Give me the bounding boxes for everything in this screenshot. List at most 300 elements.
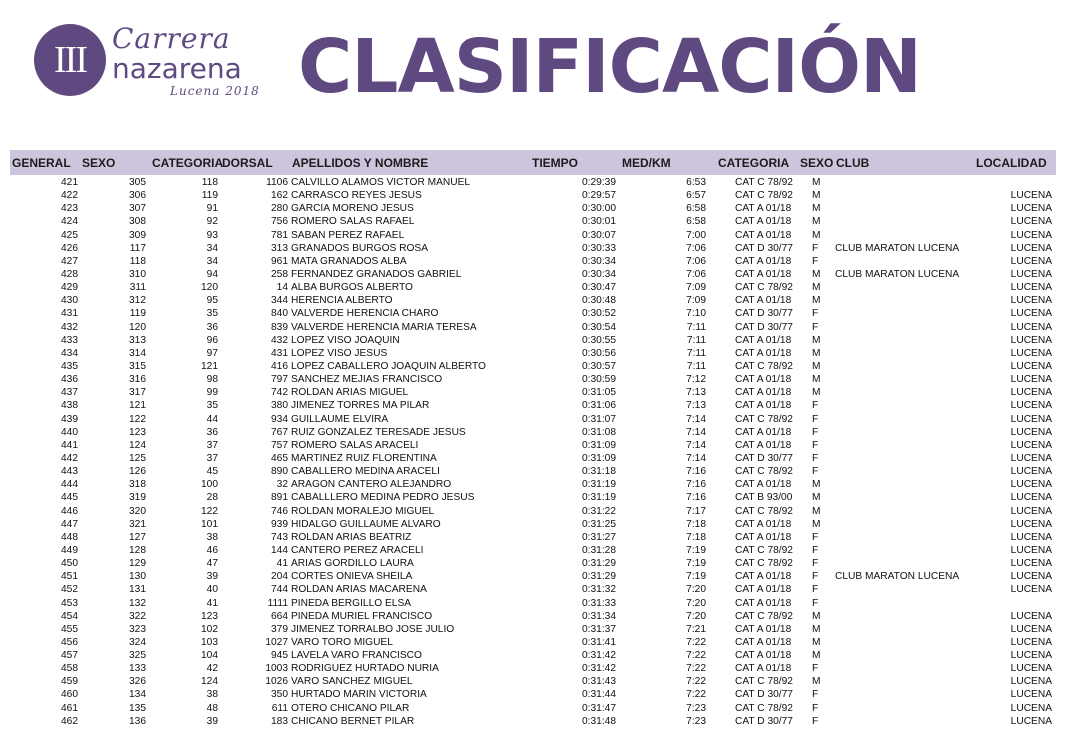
cell-time: 0:31:34	[582, 610, 616, 622]
cell-dorsal: 742	[271, 387, 288, 399]
cell-time: 0:31:29	[582, 558, 616, 570]
cell-loc: LUCENA	[1010, 282, 1052, 294]
cell-sex: M	[812, 636, 821, 648]
cell-loc: LUCENA	[1010, 413, 1052, 425]
cell-pace: 7:09	[686, 295, 706, 307]
cell-time: 0:31:33	[582, 597, 616, 609]
table-row	[10, 531, 1056, 544]
cell-name: VARO TORO MIGUEL	[291, 636, 393, 648]
cell-general: 433	[61, 334, 78, 346]
cell-general: 443	[61, 466, 78, 478]
cell-pace: 7:22	[686, 663, 706, 675]
cell-loc: LUCENA	[1010, 203, 1052, 215]
table-row	[10, 715, 1056, 728]
cell-loc: LUCENA	[1010, 268, 1052, 280]
cell-sex: F	[812, 715, 819, 727]
cell-cat: 92	[206, 216, 218, 228]
cell-time: 0:30:07	[582, 229, 616, 241]
cell-name: CABALLERO MEDINA ARACELI	[291, 466, 440, 478]
cell-sex: M	[812, 282, 821, 294]
cell-time: 0:30:00	[582, 203, 616, 215]
cell-dorsal: 144	[271, 544, 288, 556]
cell-category: CAT C 78/92	[735, 676, 793, 688]
header-categoria: CATEGORIA	[152, 156, 224, 170]
cell-dorsal: 432	[271, 334, 288, 346]
cell-sex: F	[812, 584, 819, 596]
cell-category: CAT A 01/18	[735, 255, 792, 267]
cell-general: 461	[61, 702, 78, 714]
table-row	[10, 281, 1056, 294]
cell-pace: 7:16	[686, 492, 706, 504]
cell-pace: 6:58	[686, 203, 706, 215]
cell-sexo: 305	[129, 177, 146, 188]
cell-sex: M	[812, 177, 821, 188]
table-row	[10, 649, 1056, 662]
table-row	[10, 610, 1056, 623]
cell-dorsal: 611	[271, 702, 288, 714]
cell-pace: 7:11	[686, 347, 706, 359]
cell-time: 0:31:29	[582, 571, 616, 583]
cell-category: CAT A 01/18	[735, 518, 792, 530]
cell-cat: 44	[206, 413, 218, 425]
cell-sexo: 317	[129, 387, 146, 399]
cell-time: 0:31:43	[582, 676, 616, 688]
cell-dorsal: 1003	[265, 663, 288, 675]
cell-cat: 98	[206, 374, 218, 386]
table-row	[10, 583, 1056, 596]
cell-general: 452	[61, 584, 78, 596]
cell-sex: M	[812, 479, 821, 491]
cell-pace: 7:22	[686, 636, 706, 648]
cell-sex: M	[812, 295, 821, 307]
cell-sexo: 127	[129, 531, 146, 543]
cell-sexo: 308	[129, 216, 146, 228]
cell-cat: 45	[206, 466, 218, 478]
cell-category: CAT A 01/18	[735, 623, 792, 635]
cell-sex: F	[812, 426, 819, 438]
cell-category: CAT C 78/92	[735, 558, 793, 570]
header-nombre: APELLIDOS Y NOMBRE	[292, 156, 429, 170]
cell-time: 0:30:55	[582, 334, 616, 346]
cell-time: 0:30:52	[582, 308, 616, 320]
cell-general: 430	[61, 295, 78, 307]
logo-text-year: Lucena 2018	[170, 84, 260, 98]
cell-name: CARRASCO REYES JESUS	[291, 190, 422, 202]
cell-dorsal: 746	[271, 505, 288, 517]
cell-sexo: 134	[129, 689, 146, 701]
header-club: CLUB	[836, 156, 870, 170]
cell-loc: LUCENA	[1010, 505, 1052, 517]
cell-sex: M	[812, 505, 821, 517]
header-dorsal: DORSAL	[222, 156, 273, 170]
cell-sexo: 325	[129, 650, 146, 662]
cell-loc: LUCENA	[1010, 689, 1052, 701]
cell-sexo: 130	[129, 571, 146, 583]
cell-pace: 7:21	[686, 623, 706, 635]
cell-loc: LUCENA	[1010, 400, 1052, 412]
cell-category: CAT C 78/92	[735, 282, 793, 294]
cell-loc: LUCENA	[1010, 439, 1052, 451]
cell-name: LOPEZ VISO JESUS	[291, 347, 388, 359]
cell-sex: M	[812, 676, 821, 688]
table-row	[10, 176, 1056, 189]
cell-name: CHICANO BERNET PILAR	[291, 715, 415, 727]
cell-pace: 7:18	[686, 531, 706, 543]
cell-general: 451	[61, 571, 78, 583]
cell-pace: 7:11	[686, 334, 706, 346]
cell-category: CAT A 01/18	[735, 636, 792, 648]
cell-general: 437	[61, 387, 78, 399]
table-row	[10, 518, 1056, 531]
cell-loc: LUCENA	[1010, 492, 1052, 504]
cell-general: 457	[61, 650, 78, 662]
cell-pace: 7:20	[686, 610, 706, 622]
cell-time: 0:30:34	[582, 255, 616, 267]
table-header	[10, 150, 1056, 175]
cell-time: 0:30:54	[582, 321, 616, 333]
table-row	[10, 662, 1056, 675]
cell-name: ARAGON CANTERO ALEJANDRO	[291, 479, 452, 491]
cell-time: 0:30:56	[582, 347, 616, 359]
cell-club: CLUB MARATON LUCENA	[835, 571, 960, 583]
cell-category: CAT A 01/18	[735, 571, 792, 583]
header-medkm: MED/KM	[622, 156, 671, 170]
cell-loc: LUCENA	[1010, 650, 1052, 662]
cell-general: 456	[61, 636, 78, 648]
cell-dorsal: 781	[271, 229, 288, 241]
cell-dorsal: 664	[271, 610, 288, 622]
table-row	[10, 373, 1056, 386]
page-header	[0, 0, 1066, 140]
cell-loc: LUCENA	[1010, 479, 1052, 491]
cell-category: CAT C 78/92	[735, 413, 793, 425]
cell-dorsal: 313	[271, 242, 288, 254]
cell-pace: 7:19	[686, 558, 706, 570]
cell-cat: 123	[201, 610, 218, 622]
cell-cat: 103	[201, 636, 218, 648]
cell-name: GRANADOS BURGOS ROSA	[291, 242, 428, 254]
cell-loc: LUCENA	[1010, 518, 1052, 530]
cell-general: 421	[61, 177, 78, 188]
cell-cat: 38	[206, 689, 218, 701]
cell-sexo: 319	[129, 492, 146, 504]
cell-category: CAT A 01/18	[735, 216, 792, 228]
cell-category: CAT A 01/18	[735, 203, 792, 215]
cell-sexo: 316	[129, 374, 146, 386]
cell-loc: LUCENA	[1010, 308, 1052, 320]
table-row	[10, 294, 1056, 307]
cell-time: 0:30:33	[582, 242, 616, 254]
cell-time: 0:30:48	[582, 295, 616, 307]
cell-time: 0:31:44	[582, 689, 616, 701]
cell-dorsal: 344	[271, 295, 288, 307]
cell-dorsal: 934	[271, 413, 288, 425]
cell-dorsal: 961	[271, 255, 288, 267]
cell-category: CAT D 30/77	[735, 308, 793, 320]
cell-name: SABAN PEREZ RAFAEL	[291, 229, 405, 241]
cell-category: CAT A 01/18	[735, 479, 792, 491]
cell-sex: M	[812, 518, 821, 530]
cell-loc: LUCENA	[1010, 558, 1052, 570]
table-row	[10, 544, 1056, 557]
cell-pace: 7:14	[686, 413, 706, 425]
table-row	[10, 307, 1056, 320]
cell-cat: 122	[201, 505, 218, 517]
cell-name: OTERO CHICANO PILAR	[291, 702, 410, 714]
cell-pace: 7:06	[686, 242, 706, 254]
cell-club: CLUB MARATON LUCENA	[835, 242, 960, 254]
cell-pace: 7:16	[686, 479, 706, 491]
cell-sexo: 320	[129, 505, 146, 517]
cell-name: VARO SANCHEZ MIGUEL	[291, 676, 413, 688]
cell-sexo: 313	[129, 334, 146, 346]
cell-time: 0:31:47	[582, 702, 616, 714]
cell-cat: 35	[206, 400, 218, 412]
cell-loc: LUCENA	[1010, 571, 1052, 583]
logo-text-nazarena: nazarena	[112, 52, 242, 85]
cell-loc: LUCENA	[1010, 623, 1052, 635]
table-row	[10, 688, 1056, 701]
cell-dorsal: 840	[271, 308, 288, 320]
cell-name: CALVILLO ALAMOS VICTOR MANUEL	[291, 177, 471, 188]
cell-sexo: 321	[129, 518, 146, 530]
cell-dorsal: 1027	[265, 636, 288, 648]
cell-category: CAT A 01/18	[735, 584, 792, 596]
cell-cat: 124	[201, 676, 218, 688]
cell-general: 444	[61, 479, 78, 491]
cell-pace: 7:13	[686, 387, 706, 399]
cell-category: CAT D 30/77	[735, 715, 793, 727]
cell-general: 460	[61, 689, 78, 701]
cell-name: ARIAS GORDILLO LAURA	[291, 558, 414, 570]
cell-sexo: 126	[129, 466, 146, 478]
cell-time: 0:31:37	[582, 623, 616, 635]
cell-dorsal: 204	[271, 571, 288, 583]
cell-loc: LUCENA	[1010, 255, 1052, 267]
cell-cat: 99	[206, 387, 218, 399]
cell-club: CLUB MARATON LUCENA	[835, 268, 960, 280]
cell-dorsal: 14	[276, 282, 288, 294]
cell-cat: 28	[206, 492, 218, 504]
cell-category: CAT C 78/92	[735, 466, 793, 478]
cell-loc: LUCENA	[1010, 663, 1052, 675]
table-row	[10, 452, 1056, 465]
cell-category: CAT A 01/18	[735, 426, 792, 438]
cell-sexo: 315	[129, 360, 146, 372]
cell-general: 434	[61, 347, 78, 359]
cell-dorsal: 416	[271, 360, 288, 372]
cell-cat: 97	[206, 347, 218, 359]
table-row	[10, 215, 1056, 228]
cell-sex: M	[812, 650, 821, 662]
cell-sex: F	[812, 558, 819, 570]
cell-loc: LUCENA	[1010, 636, 1052, 648]
cell-sex: M	[812, 360, 821, 372]
cell-cat: 39	[206, 715, 218, 727]
cell-sex: M	[812, 216, 821, 228]
cell-name: JIMENEZ TORRALBO JOSE JULIO	[291, 623, 455, 635]
cell-time: 0:31:41	[582, 636, 616, 648]
cell-loc: LUCENA	[1010, 360, 1052, 372]
cell-sex: F	[812, 544, 819, 556]
cell-pace: 6:57	[686, 190, 706, 202]
logo-numeral: III	[34, 24, 106, 96]
cell-category: CAT C 78/92	[735, 360, 793, 372]
table-row	[10, 702, 1056, 715]
cell-category: CAT C 78/92	[735, 610, 793, 622]
cell-name: PINEDA BERGILLO ELSA	[291, 597, 412, 609]
cell-name: MARTINEZ RUIZ FLORENTINA	[291, 452, 437, 464]
cell-sexo: 318	[129, 479, 146, 491]
cell-general: 432	[61, 321, 78, 333]
cell-category: CAT A 01/18	[735, 387, 792, 399]
cell-category: CAT C 78/92	[735, 190, 793, 202]
cell-pace: 7:20	[686, 584, 706, 596]
cell-loc: LUCENA	[1010, 216, 1052, 228]
cell-loc: LUCENA	[1010, 715, 1052, 727]
cell-dorsal: 1026	[265, 676, 288, 688]
cell-pace: 7:16	[686, 466, 706, 478]
cell-sex: M	[812, 610, 821, 622]
cell-time: 0:30:01	[582, 216, 616, 228]
cell-sex: F	[812, 308, 819, 320]
cell-name: FERNANDEZ GRANADOS GABRIEL	[291, 268, 462, 280]
cell-cat: 93	[206, 229, 218, 241]
logo-text-carrera: Carrera	[112, 22, 231, 55]
cell-name: ROMERO SALAS ARACELI	[291, 439, 419, 451]
cell-general: 453	[61, 597, 78, 609]
cell-dorsal: 379	[271, 623, 288, 635]
cell-time: 0:29:39	[582, 177, 616, 188]
table-row	[10, 570, 1056, 583]
header-sexo2: SEXO	[800, 156, 834, 170]
cell-pace: 7:22	[686, 689, 706, 701]
cell-cat: 102	[201, 623, 218, 635]
table-row	[10, 347, 1056, 360]
cell-cat: 119	[201, 190, 218, 202]
cell-category: CAT A 01/18	[735, 400, 792, 412]
cell-sex: F	[812, 702, 819, 714]
cell-cat: 100	[201, 479, 218, 491]
cell-general: 450	[61, 558, 78, 570]
cell-name: LAVELA VARO FRANCISCO	[291, 650, 422, 662]
cell-sexo: 117	[129, 242, 146, 254]
cell-sex: M	[812, 387, 821, 399]
table-row	[10, 597, 1056, 610]
cell-loc: LUCENA	[1010, 347, 1052, 359]
cell-sex: F	[812, 571, 819, 583]
cell-time: 0:31:48	[582, 715, 616, 727]
cell-time: 0:31:09	[582, 439, 616, 451]
cell-name: ROLDAN ARIAS BEATRIZ	[291, 531, 412, 543]
cell-time: 0:30:34	[582, 268, 616, 280]
cell-pace: 7:12	[686, 374, 706, 386]
cell-name: ROMERO SALAS RAFAEL	[291, 216, 415, 228]
cell-pace: 7:11	[686, 360, 706, 372]
cell-general: 440	[61, 426, 78, 438]
cell-sex: M	[812, 492, 821, 504]
cell-name: CORTES ONIEVA SHEILA	[291, 571, 413, 583]
cell-sexo: 323	[129, 623, 146, 635]
table-row	[10, 399, 1056, 412]
cell-name: MATA GRANADOS ALBA	[291, 255, 407, 267]
cell-dorsal: 380	[271, 400, 288, 412]
cell-sexo: 310	[129, 268, 146, 280]
cell-general: 441	[61, 439, 78, 451]
cell-name: CABALLLERO MEDINA PEDRO JESUS	[291, 492, 475, 504]
cell-sex: F	[812, 452, 819, 464]
cell-name: LOPEZ CABALLERO JOAQUIN ALBERTO	[291, 360, 486, 372]
cell-name: GARCIA MORENO JESUS	[291, 203, 414, 215]
table-row	[10, 426, 1056, 439]
cell-sex: F	[812, 242, 819, 254]
cell-time: 0:31:06	[582, 400, 616, 412]
results-table	[10, 176, 1056, 728]
cell-time: 0:31:22	[582, 505, 616, 517]
cell-time: 0:31:19	[582, 479, 616, 491]
cell-cat: 35	[206, 308, 218, 320]
cell-loc: LUCENA	[1010, 544, 1052, 556]
cell-category: CAT A 01/18	[735, 597, 792, 609]
cell-cat: 42	[206, 663, 218, 675]
cell-cat: 40	[206, 584, 218, 596]
cell-category: CAT A 01/18	[735, 268, 792, 280]
cell-sexo: 324	[129, 636, 146, 648]
cell-category: CAT A 01/18	[735, 347, 792, 359]
cell-name: SANCHEZ MEJIAS FRANCISCO	[291, 374, 443, 386]
cell-pace: 6:58	[686, 216, 706, 228]
cell-pace: 7:14	[686, 439, 706, 451]
cell-sexo: 118	[129, 255, 146, 267]
cell-sex: M	[812, 190, 821, 202]
cell-loc: LUCENA	[1010, 452, 1052, 464]
cell-sex: F	[812, 255, 819, 267]
cell-category: CAT A 01/18	[735, 650, 792, 662]
cell-name: HERENCIA ALBERTO	[291, 295, 393, 307]
cell-loc: LUCENA	[1010, 531, 1052, 543]
cell-category: CAT D 30/77	[735, 689, 793, 701]
cell-category: CAT B 93/00	[735, 492, 793, 504]
cell-sexo: 133	[129, 663, 146, 675]
cell-general: 462	[61, 715, 78, 727]
cell-sexo: 120	[129, 321, 146, 333]
cell-pace: 7:20	[686, 597, 706, 609]
cell-dorsal: 41	[276, 558, 288, 570]
cell-loc: LUCENA	[1010, 190, 1052, 202]
cell-sexo: 124	[129, 439, 146, 451]
cell-sex: M	[812, 203, 821, 215]
cell-sex: F	[812, 689, 819, 701]
cell-general: 446	[61, 505, 78, 517]
cell-pace: 7:09	[686, 282, 706, 294]
table-row	[10, 675, 1056, 688]
cell-time: 0:30:47	[582, 282, 616, 294]
cell-pace: 7:18	[686, 518, 706, 530]
cell-name: PINEDA MURIEL FRANCISCO	[291, 610, 433, 622]
cell-pace: 7:11	[686, 321, 706, 333]
cell-dorsal: 744	[271, 584, 288, 596]
table-row	[10, 334, 1056, 347]
cell-general: 438	[61, 400, 78, 412]
cell-pace: 7:23	[686, 715, 706, 727]
cell-category: CAT A 01/18	[735, 663, 792, 675]
cell-sexo: 121	[129, 400, 146, 412]
cell-name: CANTERO PEREZ ARACELI	[291, 544, 424, 556]
cell-general: 431	[61, 308, 78, 320]
cell-time: 0:31:09	[582, 452, 616, 464]
table-row	[10, 242, 1056, 255]
cell-sexo: 309	[129, 229, 146, 241]
